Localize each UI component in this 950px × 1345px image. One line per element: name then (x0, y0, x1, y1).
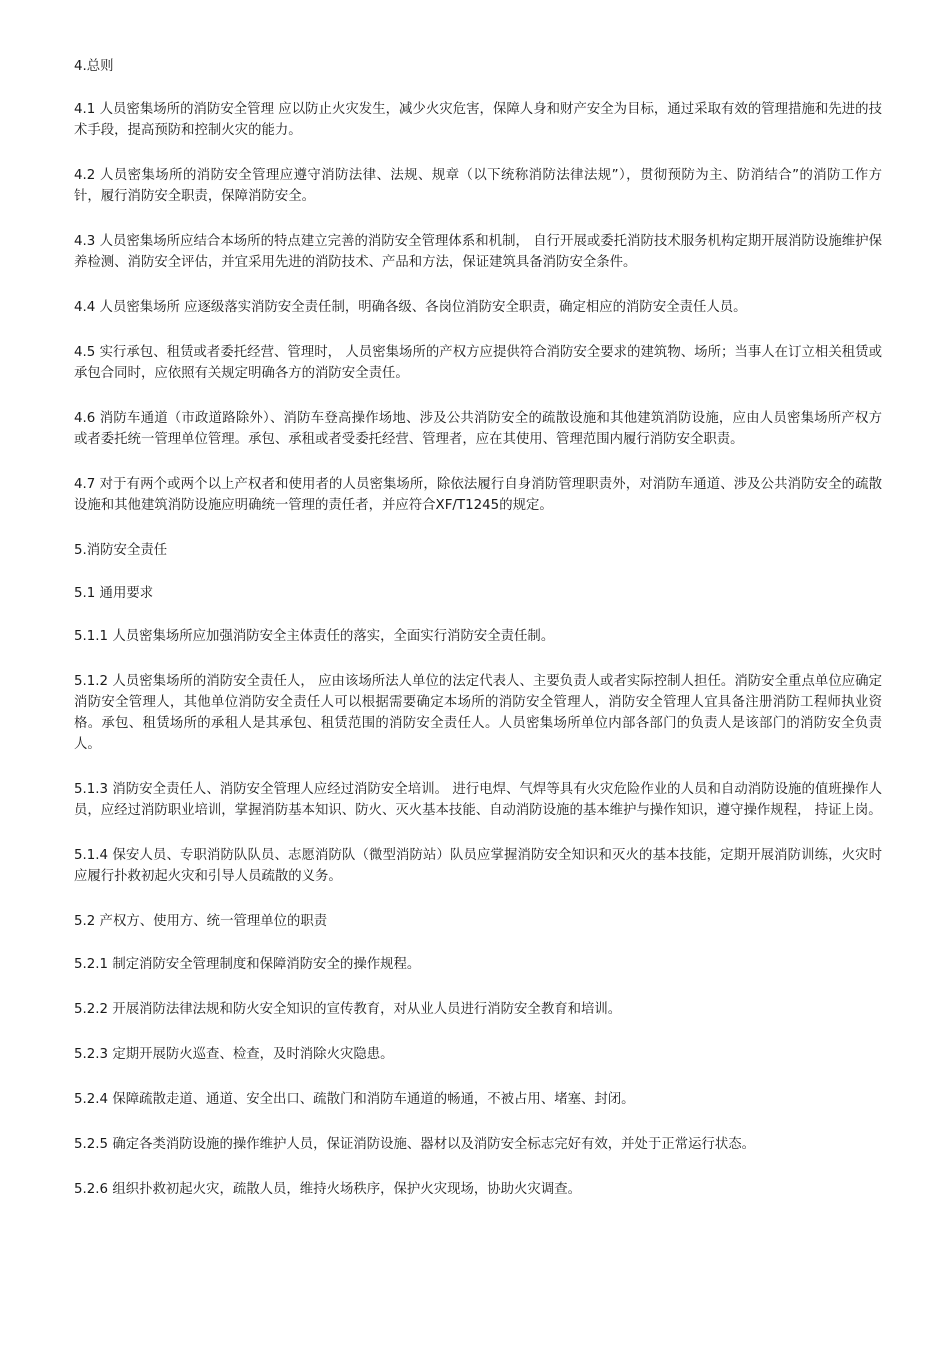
clause-4-5: 4.5 实行承包、租赁或者委托经营、管理时， 人员密集场所的产权方应提供符合消防安全要求的建筑物、场所；当事人在订立相关租赁或承包合同时，应依照有关规定明确各方的消防安全责任。 (74, 345, 882, 381)
clause-5-1-2: 5.1.2 人员密集场所的消防安全责任人， 应由该场所法人单位的法定代表人、主要负责人或者实际控制人担任。消防安全重点单位应确定消防安全管理人，其他单位消防安全责任人可以根据需要确定本场所的消防安全管理人，消防安全管理人宜具备注册消防工程师执业资格。承包、租赁场所的承租人是其承包、租赁范围的消防安全责任人。人员密集场所单位内部各部门的负责人是该部门的消防安全负责人。 (74, 674, 882, 752)
clause-5-1-4: 5.1.4 保安人员、专职消防队队员、志愿消防队（微型消防站）队员应掌握消防安全知识和灭火的基本技能，定期开展消防训练，火灾时应履行扑救初起火灾和引导人员疏散的义务。 (74, 848, 882, 884)
clause-5-1-3: 5.1.3 消防安全责任人、消防安全管理人应经过消防安全培训。 进行电焊、气焊等具有火灾危险作业的人员和自动消防设施的值班操作人员，应经过消防职业培训，掌握消防基本知识、防火、灭火基本技能、自动消防设施的基本维护与操作知识，遵守操作规程， 持证上岗。 (74, 782, 882, 818)
clause-4-3: 4.3 人员密集场所应结合本场所的特点建立完善的消防安全管理体系和机制， 自行开展或委托消防技术服务机构定期开展消防设施维护保养检测、消防安全评估，并宜采用先进的消防技术、产品和方法，保证建筑具备消防安全条件。 (74, 234, 882, 270)
clause-5-1-1: 5.1.1 人员密集场所应加强消防安全主体责任的落实，全面实行消防安全责任制。 (74, 629, 555, 644)
clause-5-2-4: 5.2.4 保障疏散走道、通道、安全出口、疏散门和消防车通道的畅通，不被占用、堵塞、封闭。 (74, 1092, 635, 1107)
section-heading-general: 4.总则 (74, 59, 114, 74)
clause-5-2-1: 5.2.1 制定消防安全管理制度和保障消防安全的操作规程。 (74, 957, 421, 972)
clause-5-2-6: 5.2.6 组织扑救初起火灾，疏散人员，维持火场秩序，保护火灾现场，协助火灾调查。 (74, 1182, 581, 1197)
subsection-heading-5-1: 5.1 通用要求 (74, 586, 154, 601)
document-page (74, 56, 882, 1224)
clause-5-2-5: 5.2.5 确定各类消防设施的操作维护人员，保证消防设施、器材以及消防安全标志完好有效，并处于正常运行状态。 (74, 1137, 756, 1152)
subsection-heading-5-2: 5.2 产权方、使用方、统一管理单位的职责 (74, 914, 328, 929)
section-heading-responsibility: 5.消防安全责任 (74, 543, 168, 558)
clause-5-2-3: 5.2.3 定期开展防火巡查、检查，及时消除火灾隐患。 (74, 1047, 394, 1062)
clause-4-6: 4.6 消防车通道（市政道路除外）、消防车登高操作场地、涉及公共消防安全的疏散设施和其他建筑消防设施，应由人员密集场所产权方或者委托统一管理单位管理。承包、承租或者受委托经营、管理者，应在其使用、管理范围内履行消防安全职责。 (74, 411, 882, 447)
clause-4-4: 4.4 人员密集场所 应逐级落实消防安全责任制，明确各级、各岗位消防安全职责，确定相应的消防安全责任人员。 (74, 300, 747, 315)
clause-4-1: 4.1 人员密集场所的消防安全管理 应以防止火灾发生，减少火灾危害，保障人身和财产安全为目标，通过采取有效的管理措施和先进的技术手段，提高预防和控制火灾的能力。 (74, 102, 882, 138)
clause-5-2-2: 5.2.2 开展消防法律法规和防火安全知识的宣传教育，对从业人员进行消防安全教育和培训。 (74, 1002, 622, 1017)
clause-4-2: 4.2 人员密集场所的消防安全管理应遵守消防法律、法规、规章（以下统称消防法律法规”），贯彻预防为主、防消结合”的消防工作方针，履行消防安全职责，保障消防安全。 (74, 168, 882, 204)
clause-4-7: 4.7 对于有两个或两个以上产权者和使用者的人员密集场所，除依法履行自身消防管理职责外，对消防车通道、涉及公共消防安全的疏散设施和其他建筑消防设施应明确统一管理的责任者，并应符合XF/T1245的规定。 (74, 477, 882, 513)
